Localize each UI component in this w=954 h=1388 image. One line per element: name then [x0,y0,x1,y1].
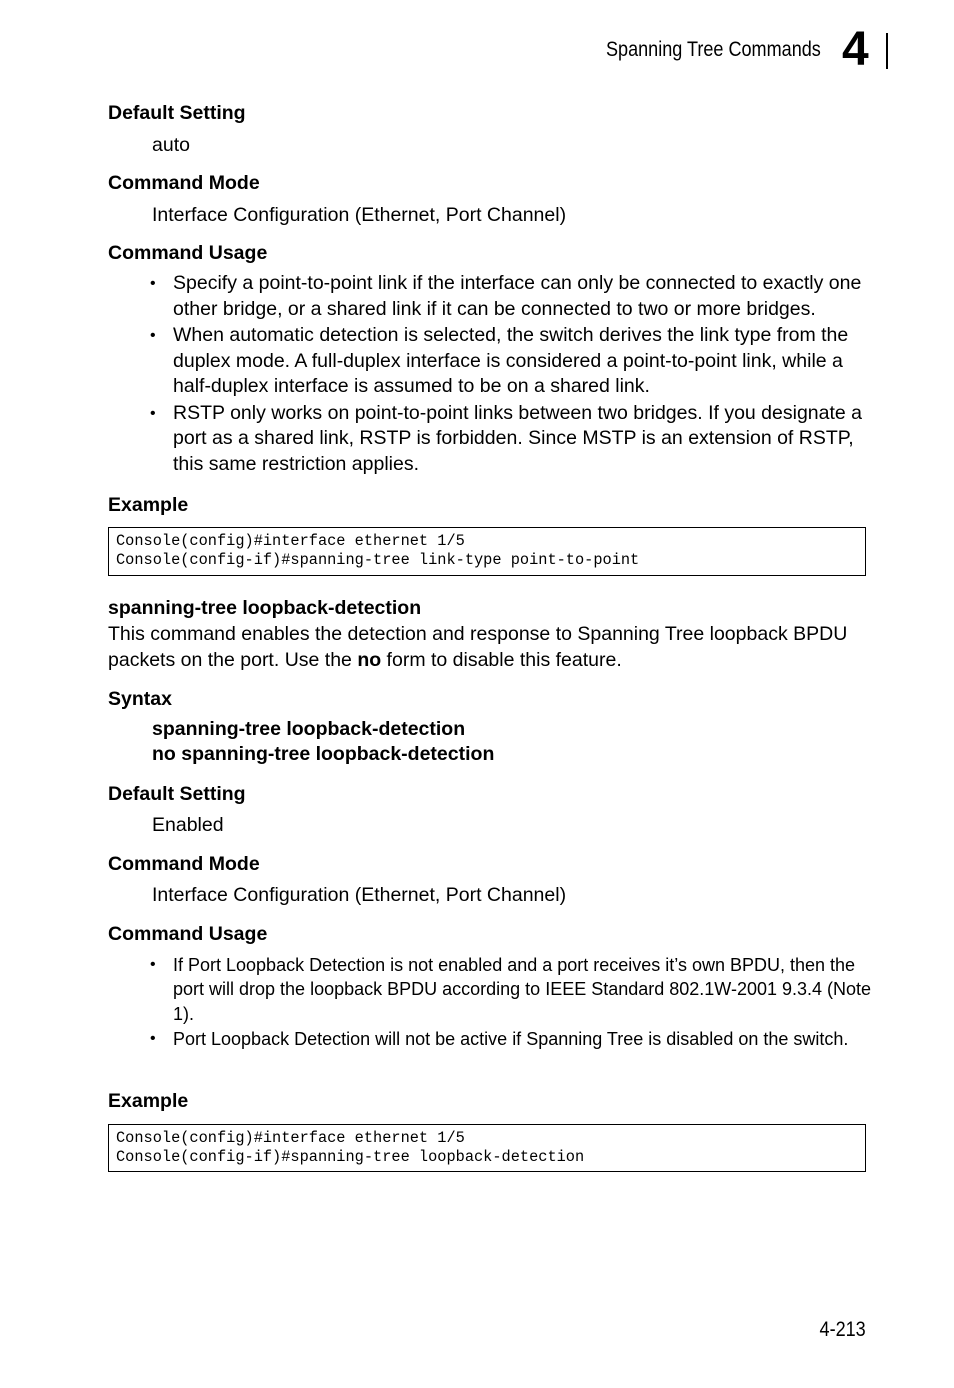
command-mode-value: Interface Configuration (Ethernet, Port Channel) [152,884,567,906]
command-usage-list [150,953,880,1052]
list-item: • RSTP only works on point-to-point links between two bridges. If you designate a port as a shared link, RSTP is forbidden. Since MSTP is an extension of RSTP, this same restriction applies. [150,401,863,475]
command-usage-heading: Command Usage [108,923,268,945]
bullet-icon: • [150,1029,156,1047]
command-usage-list [150,271,880,478]
list-item: • Port Loopback Detection will not be active if Spanning Tree is disabled on the switch. [150,1027,880,1051]
command-mode-heading: Command Mode [108,853,260,875]
list-item: • Specify a point-to-point link if the interface can only be connected to exactly one other bridge, or a shared link if it can be connected to two or more bridges. [150,272,862,320]
list-item: • When automatic detection is selected, the switch derives the link type from the duplex mode. A full-duplex interface is considered a point-to-point link, while a half-duplex interface is assumed to be on a shared link. [150,324,849,397]
example-code-block: Console(config)#interface ethernet 1/5 Console(config-if)#spanning-tree link-type point-to-point [108,527,866,576]
bullet-icon: • [150,404,156,422]
command-description: This command enables the detection and response to Spanning Tree loopback BPDU packets on the port. Use the no form to disable this feature. [108,623,848,671]
chapter-number: 4 [842,23,869,76]
default-setting-heading: Default Setting [108,102,246,124]
command-mode-heading: Command Mode [108,172,260,194]
example-code-block: Console(config)#interface ethernet 1/5 Console(config-if)#spanning-tree loopback-detection [108,1124,866,1172]
command-title: spanning-tree loopback-detection [108,597,422,619]
syntax-line-negated: no spanning-tree loopback-detection [152,743,495,765]
syntax-heading: Syntax [108,688,172,710]
default-setting-value: Enabled [152,814,224,836]
command-mode-value: Interface Configuration (Ethernet, Port Channel) [152,204,567,226]
bullet-icon: • [150,327,156,344]
default-setting-value: auto [152,134,190,156]
default-setting-heading: Default Setting [108,783,246,805]
running-header-title: Spanning Tree Commands [606,38,821,61]
syntax-line: spanning-tree loopback-detection [152,718,466,740]
list-item: • If Port Loopback Detection is not enabled and a port receives it’s own BPDU, then the port will drop the loopback BPDU according to IEEE Standard 802.1W-2001 9.3.4 (Note 1). [150,955,872,1024]
bullet-icon: • [150,275,156,292]
example-heading: Example [108,1090,189,1112]
example-heading: Example [108,494,189,516]
command-usage-heading: Command Usage [108,242,268,264]
page-number: 4-213 [819,1318,866,1341]
bullet-icon: • [150,956,156,973]
